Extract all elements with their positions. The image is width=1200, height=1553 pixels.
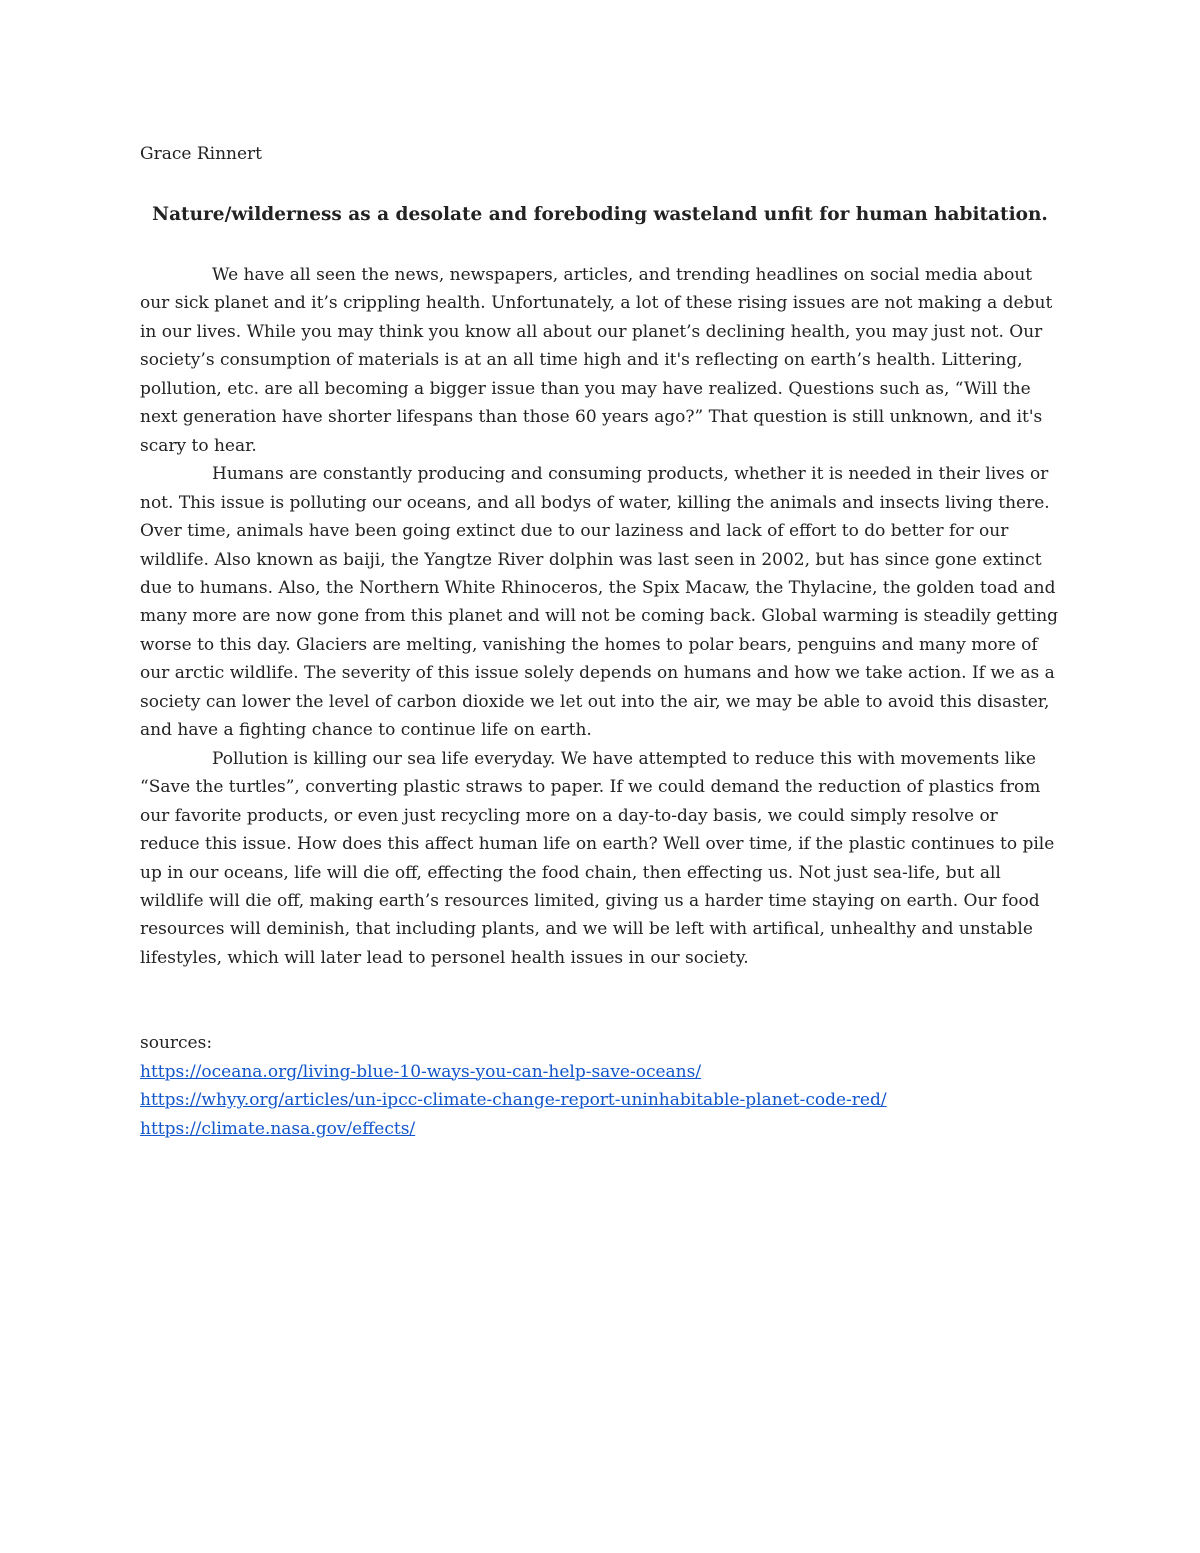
paragraph-2: Humans are constantly producing and consuming products, whether it is needed in their lives or not. This issue is polluting our oceans, and all bodys of water, killing the animals and insects living there. Over time, animals have been going extinct due to our laziness and lack of effort to do better for our wildlife. Also known as baiji, the Yangtze River dolphin was last seen in 2002, but has since gone extinct due to humans. Also, the Northern White Rhinoceros, the Spix Macaw, the Thylacine, the golden toad and many more are now gone from this planet and will not be coming back. Global warming is steadily getting worse to this day. Glaciers are melting, vanishing the homes to polar bears, penguins and many more of our arctic wildlife. The severity of this issue solely depends on humans and how we take action. If we as a society can lower the level of carbon dioxide we let out into the air, we may be able to avoid this disaster, and have a fighting chance to continue life on earth.	[140, 464, 1059, 741]
sources-label: sources:	[140, 1033, 213, 1053]
sources-section	[140, 1029, 1060, 1143]
source-link-nasa[interactable]: https://climate.nasa.gov/effects/	[140, 1118, 416, 1139]
document-title: Nature/wilderness as a desolate and foreboding wasteland unfit for human habitation.	[152, 204, 1048, 225]
paragraph-3: Pollution is killing our sea life everyday. We have attempted to reduce this with movements like “Save the turtles”, converting plastic straws to paper. If we could demand the reduction of plastics from our favorite products, or even just recycling more on a day-to-day basis, we could simply resolve or reduce this issue. How does this affect human life on earth? Well over time, if the plastic continues to pile up in our oceans, life will die off, effecting the food chain, then effecting us. Not just sea-life, but all wildlife will die off, making earth’s resources limited, giving us a harder time staying on earth. Our food resources will deminish, that including plants, and we will be left with artifical, unhealthy and unstable lifestyles, which will later lead to personel health issues in our society.	[140, 748, 1055, 968]
author-name: Grace Rinnert	[140, 144, 262, 164]
source-link-whyy[interactable]: https://whyy.org/articles/un-ipcc-climate-change-report-uninhabitable-planet-code-red/	[140, 1090, 887, 1110]
source-link-oceana[interactable]: https://oceana.org/living-blue-10-ways-you-can-help-save-oceans/	[140, 1061, 702, 1082]
paragraph-1: We have all seen the news, newspapers, articles, and trending headlines on social media about our sick planet and it’s crippling health. Unfortunately, a lot of these rising issues are not making a debut in our lives. While you may think you know all about our planet’s declining health, you may just not. Our society’s consumption of materials is at an all time high and it's reflecting on earth’s health. Littering, pollution, etc. are all becoming a bigger issue than you may have realized. Questions such as, “Will the next generation have shorter lifespans than those 60 years ago?” That question is still unknown, and it's scary to hear.	[140, 265, 1053, 456]
document-body	[140, 261, 1060, 972]
